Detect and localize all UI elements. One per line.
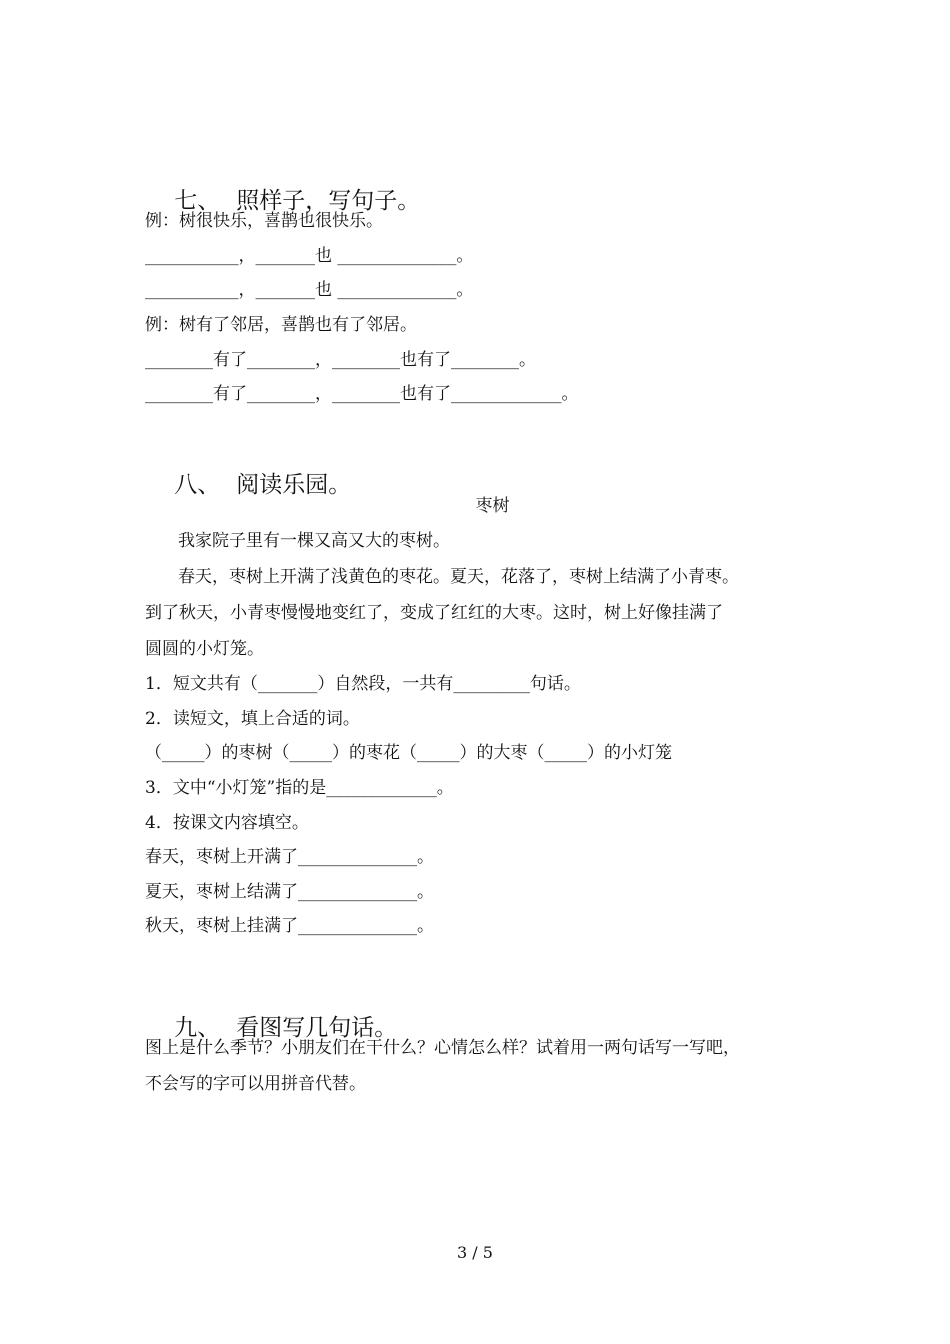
s7-blank-line-1: ___________，_______也 ______________。 (145, 246, 474, 266)
question-2: 2．读短文，填上合适的词。 (145, 709, 360, 729)
s7-blank-line-3: ________有了________，________也有了________。 (145, 350, 536, 370)
question-2-blanks: （_____）的枣树（_____）的枣花（_____）的大枣（_____）的小灯笼 (145, 743, 672, 763)
s7-blank-line-2: ___________，_______也 ______________。 (145, 280, 474, 300)
page-number: 3 / 5 (457, 1243, 493, 1262)
s7-example-1: 例：树很快乐，喜鹊也很快乐。 (145, 211, 383, 231)
passage-title: 枣树 (475, 496, 510, 516)
question-3: 3．文中“小灯笼”指的是_____________。 (145, 778, 454, 798)
section-7-heading (145, 156, 420, 246)
s7-example-2: 例：树有了邻居，喜鹊也有了邻居。 (145, 315, 417, 335)
passage-paragraph-1: 我家院子里有一棵又高又大的枣树。 (178, 531, 450, 551)
question-1: 1．短文共有（_______）自然段，一共有_________句话。 (145, 674, 581, 694)
section-8-title: 阅读乐园。 (236, 472, 352, 498)
s9-prompt-line-1: 图上是什么季节？小朋友们在干什么？心情怎么样？试着用一两句话写一写吧， (145, 1038, 740, 1058)
section-7-number: 七、 (174, 188, 221, 214)
section-8-number: 八、 (174, 472, 221, 498)
question-4-summer: 夏天，枣树上结满了______________。 (145, 882, 434, 902)
s9-prompt-line-2: 不会写的字可以用拼音代替。 (145, 1074, 366, 1094)
passage-paragraph-2-line-3: 圆圆的小灯笼。 (145, 639, 264, 659)
section-7-title: 照样子，写句子。 (236, 188, 421, 214)
question-4-spring: 春天，枣树上开满了______________。 (145, 847, 434, 867)
section-9-number: 九、 (174, 1015, 221, 1041)
section-9-title: 看图写几句话。 (236, 1015, 398, 1041)
question-4-autumn: 秋天，枣树上挂满了______________。 (145, 916, 434, 936)
section-9-heading (145, 983, 397, 1073)
question-4: 4．按课文内容填空。 (145, 813, 309, 833)
passage-paragraph-2-line-1: 春天，枣树上开满了浅黄色的枣花。夏天，花落了，枣树上结满了小青枣。 (178, 567, 739, 587)
s7-blank-line-4: ________有了________，________也有了_____________。 (145, 384, 579, 404)
passage-paragraph-2-line-2: 到了秋天，小青枣慢慢地变红了，变成了红红的大枣。这时，树上好像挂满了 (145, 603, 723, 623)
